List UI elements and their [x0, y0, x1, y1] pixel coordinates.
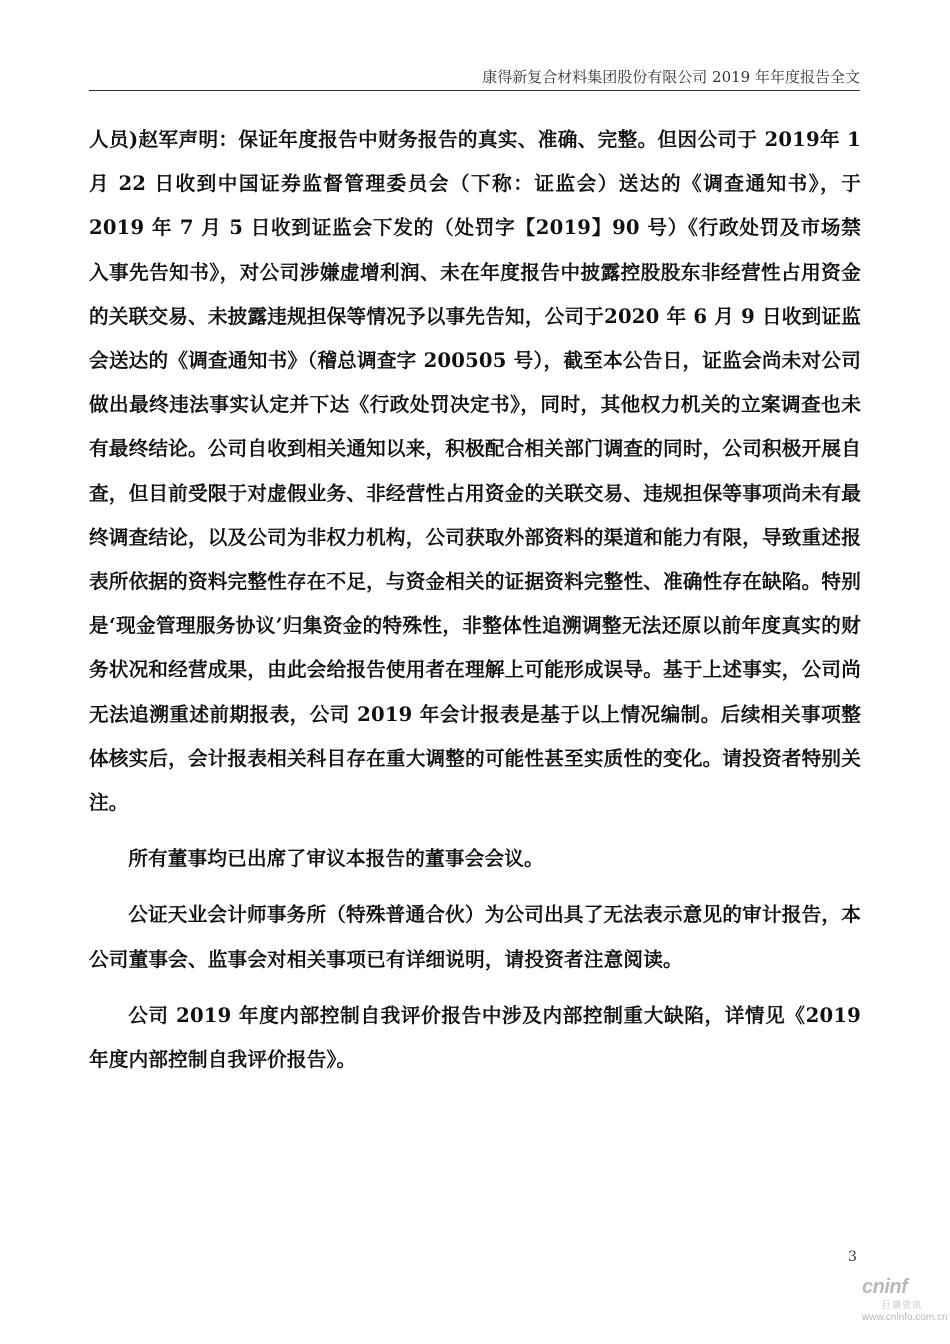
paragraph-internal-control: 公司 2019 年度内部控制自我评价报告中涉及内部控制重大缺陷，详情见《2019 年度内部控制自我评价报告》。 — [89, 1003, 861, 1072]
cninfo-logo — [862, 1276, 948, 1330]
page-header — [89, 64, 860, 91]
cninfo-logo-text: cninf — [862, 1276, 908, 1298]
paragraph-audit-opinion: 公证天业会计师事务所（特殊普通合伙）为公司出具了无法表示意见的审计报告，本公司董事会、监事会对相关事项已有详细说明，请投资者注意阅读。 — [89, 903, 861, 971]
main-content — [89, 118, 861, 1082]
cninfo-logo-subtitle: 巨潮资讯 — [882, 1300, 923, 1310]
cninfo-logo-url: www.cninfo.com.cn — [862, 1312, 948, 1323]
document-title: 康得新复合材料集团股份有限公司 2019 年年度报告全文 — [482, 68, 860, 86]
paragraph-financial-statement-declaration: 人员)赵军声明：保证年度报告中财务报告的真实、准确、完整。但因公司于 2019年 1 月 22 日收到中国证券监督管理委员会（下称：证监会）送达的《调查通知书》，于 2019 年 7 月 5 日收到证监会下发的（处罚字【2019】90 号）《行政处罚及市场禁入事先告知书》，对公司涉嫌虚增利润、未在年度报告中披露控股股东非经营性占用资金的关联交易、未披露违规担保等情况予以事先告知，公司于2020 年 6 月 9 日收到证监会送达的《调查通知书》（稽总调查字 200505 号），截至本公告日，证监会尚未对公司做出最终违法事实认定并下达《行政处罚决定书》，同时，其他权力机关的立案调查也未有最终结论。公司自收到相关通知以来，积极配合相关部门调查的同时，公司积极开展自查，但目前受限于对虚假业务、非经营性占用资金的关联交易、违规担保等事项尚未有最终调查结论，以及公司为非权力机构，公司获取外部资料的渠道和能力有限，导致重述报表所依据的资料完整性存在不足，与资金相关的证据资料完整性、准确性存在缺陷。特别是‘现金管理服务协议’归集资金的特殊性，非整体性追溯调整无法还原以前年度真实的财务状况和经营成果，由此会给报告使用者在理解上可能形成误导。基于上述事实，公司尚无法追溯重述前期报表，公司 2019 年会计报表是基于以上情况编制。后续相关事项整体核实后，会计报表相关科目存在重大调整的可能性甚至实质性的变化。请投资者特别关注。 — [89, 128, 861, 815]
page-number: 3 — [848, 1249, 857, 1265]
paragraph-directors-attendance: 所有董事均已出席了审议本报告的董事会会议。 — [128, 847, 544, 871]
